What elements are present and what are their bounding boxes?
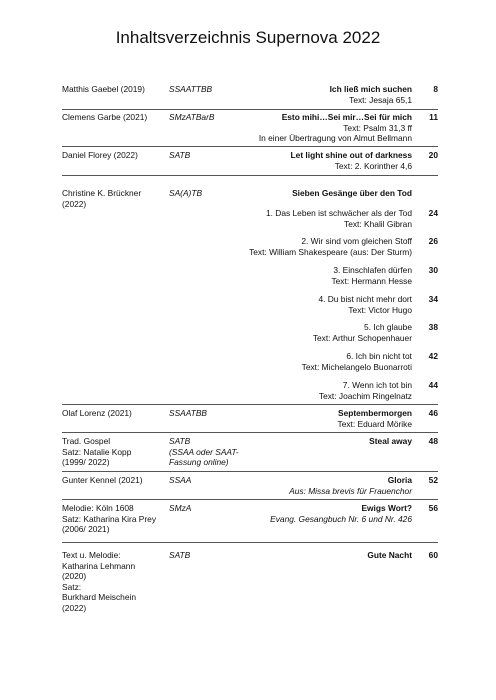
composer xyxy=(62,550,158,613)
composer-line: Trad. Gospel xyxy=(62,436,111,446)
voicing-line: SMzATBarB xyxy=(169,112,215,122)
voicing-line: SATB xyxy=(169,550,191,560)
work-info xyxy=(182,112,412,144)
page-number: 56 xyxy=(428,503,438,513)
song-title: 6. Ich bin nicht tot xyxy=(346,351,412,361)
page-number: 8 xyxy=(433,84,438,94)
composer-line: (2006/ 2021) xyxy=(62,524,110,534)
composer xyxy=(62,150,158,161)
composer-line: Olaf Lorenz (2021) xyxy=(62,408,132,418)
composer xyxy=(62,188,158,209)
separator-line xyxy=(62,404,438,405)
page-number: 44 xyxy=(428,380,438,390)
page-number: 24 xyxy=(428,208,438,218)
song-title: 7. Wenn ich tot bin xyxy=(342,380,412,390)
work-title: Esto mihi…Sei mir…Sei für mich xyxy=(281,112,412,122)
page-number: 52 xyxy=(428,475,438,485)
composer-line: Katharina Lehmann (2020) xyxy=(62,560,136,581)
voicing-line: SATB xyxy=(169,436,191,446)
composer xyxy=(62,503,158,535)
composer-line: Christine K. Brückner xyxy=(62,188,142,198)
composer xyxy=(62,436,158,468)
song-info xyxy=(152,380,412,401)
separator-line xyxy=(62,471,438,472)
page-number: 42 xyxy=(428,351,438,361)
song-text: Text: Khalil Gibran xyxy=(344,218,412,229)
composer-line: (1999/ 2022) xyxy=(62,457,110,467)
page-number: 20 xyxy=(428,150,438,160)
composer-line: Text u. Melodie: xyxy=(62,550,121,560)
song-text: Text: Arthur Schopenhauer xyxy=(312,332,412,343)
work-info xyxy=(182,475,412,496)
song-title: 3. Einschlafen dürfen xyxy=(333,265,412,275)
song-title: 5. Ich glaube xyxy=(364,322,412,332)
composer-line: Daniel Florey (2022) xyxy=(62,150,138,160)
work-note: Aus: Missa brevis für Frauenchor xyxy=(289,485,412,496)
composer xyxy=(62,475,158,486)
song-info xyxy=(152,351,412,372)
composer-line: Satz: Natalie Kopp xyxy=(62,446,132,457)
song-text: Text: William Shakespeare (aus: Der Sturm) xyxy=(249,246,412,257)
separator-line xyxy=(62,432,438,433)
song-text: Text: Michelangelo Buonarroti xyxy=(301,361,412,372)
work-title: Let light shine out of darkness xyxy=(290,150,412,160)
voicing-line: SSAA xyxy=(169,475,192,485)
composer xyxy=(62,408,158,419)
composer-line: (2022) xyxy=(62,198,87,209)
work-title: Steal away xyxy=(369,436,412,446)
work-title: Gloria xyxy=(387,475,412,485)
song-info xyxy=(152,236,412,257)
document-title: Inhaltsverzeichnis Supernova 2022 xyxy=(115,28,381,47)
work-title: Gute Nacht xyxy=(367,550,412,560)
work-info xyxy=(182,188,412,199)
work-info xyxy=(182,503,412,524)
composer-line: Satz: xyxy=(62,581,82,592)
page-number: 34 xyxy=(428,294,438,304)
composer-line: Melodie: Köln 1608 xyxy=(62,503,134,513)
work-note: Text: Eduard Mörike xyxy=(337,418,412,429)
separator-line xyxy=(62,499,438,500)
page-number: 38 xyxy=(428,322,438,332)
song-text: Text: Hermann Hesse xyxy=(331,275,412,286)
composer-line: Gunter Kennel (2021) xyxy=(62,475,143,485)
work-title: Sieben Gesänge über den Tod xyxy=(292,188,412,198)
separator-line xyxy=(62,542,438,543)
separator-line xyxy=(62,109,438,110)
work-title: Ewigs Wort? xyxy=(361,503,412,513)
work-info xyxy=(182,84,412,105)
song-info xyxy=(152,208,412,229)
song-info xyxy=(152,294,412,315)
song-title: 2. Wir sind vom gleichen Stoff xyxy=(301,236,412,246)
song-info xyxy=(152,265,412,286)
work-note: In einer Übertragung von Almut Bellmann xyxy=(258,133,412,143)
page-number: 30 xyxy=(428,265,438,275)
work-note: Text: Jesaja 65,1 xyxy=(349,94,412,105)
separator-line xyxy=(62,146,438,147)
composer-line: Clemens Garbe (2021) xyxy=(62,112,148,122)
work-note: Evang. Gesangbuch Nr. 6 und Nr. 426 xyxy=(270,513,412,524)
song-title: 1. Das Leben ist schwächer als der Tod xyxy=(265,208,412,218)
composer xyxy=(62,84,158,95)
voicing-line: SMzA xyxy=(169,503,192,513)
voicing-line: (SSAA oder SAAT- xyxy=(169,446,239,457)
voicing-line: SATB xyxy=(169,150,191,160)
work-info xyxy=(182,436,412,447)
song-title: 4. Du bist nicht mehr dort xyxy=(318,294,412,304)
work-note: Text: 2. Korinther 4,6 xyxy=(334,160,412,171)
page-number: 60 xyxy=(428,550,438,560)
page-number: 48 xyxy=(428,436,438,446)
song-info xyxy=(152,322,412,343)
page-number: 11 xyxy=(429,112,438,122)
work-info xyxy=(182,550,412,561)
composer xyxy=(62,112,158,123)
voicing-line: Fassung online) xyxy=(169,457,229,467)
song-text: Text: Victor Hugo xyxy=(348,304,412,315)
voicing-line: SSAATBB xyxy=(169,408,208,418)
page-number: 26 xyxy=(428,236,438,246)
composer-line: Burkhard Meischein (2022) xyxy=(62,592,137,613)
composer-line: Satz: Katharina Kira Prey xyxy=(62,513,157,524)
work-title: Ich ließ mich suchen xyxy=(329,84,412,94)
work-info xyxy=(182,150,412,171)
page-number: 46 xyxy=(428,408,438,418)
separator-line xyxy=(62,175,438,176)
work-note: Text: Psalm 31,3 ff xyxy=(343,122,412,133)
voicing-line: SSAATTBB xyxy=(169,84,213,94)
song-text: Text: Joachim Ringelnatz xyxy=(318,390,412,401)
work-title: Septembermorgen xyxy=(338,408,412,418)
voicing-line: SA(A)TB xyxy=(169,188,203,198)
composer-line: Matthis Gaebel (2019) xyxy=(62,84,145,94)
work-info xyxy=(182,408,412,429)
